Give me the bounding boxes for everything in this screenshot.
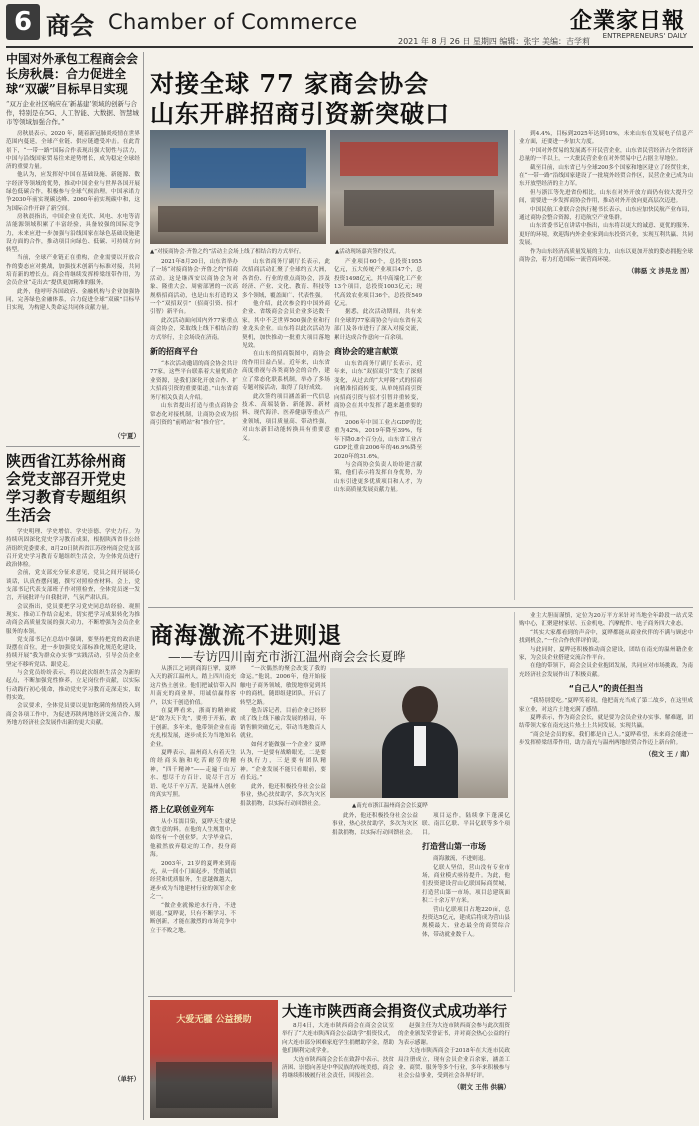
paragraph: 大连市陕西商会会长在致辞中表示，扶贫济困、崇德向善是中华民族的传统美德，商会将继续积极履行社会责任，回报社会。 [282, 1056, 394, 1080]
paragraph: “商会是会员的家，我们都是自己人。”夏晔希望，未来商会能进一步发挥桥梁纽带作用，助力南充与温州两地经贸合作迈上新台阶。 [519, 731, 693, 747]
main-col-1 [150, 258, 238, 600]
paragraph: 中国民航工业联合会执行秘书长表示，山东应加快民航产业布局，通过商协会整合资源，打造航空产业集群。 [519, 206, 693, 222]
story-fang-qiuchen [6, 52, 140, 440]
issue-line: 2021 年 8 月 26 日 星期四 编辑：张宇 美编：吉学莉 [398, 37, 590, 46]
subheading: 新的招商平台 [150, 347, 198, 357]
masthead [0, 0, 699, 50]
paragraph: 截至目前，山东省已与全球200多个国家和地区建立了经贸往来，在“一带一路”沿线国家建设了一批境外经贸合作区，民营企业已成为山东开放型经济的主力军。 [519, 164, 693, 188]
paragraph: 与会党员纷纷表示，将以此次组织生活会为新的起点，不断加强党性修养，立足岗位作贡献，以实际行动践行初心使命，推动党史学习教育走深走实，取得实效。 [6, 670, 140, 701]
paragraph: 山东省商务厅副厅长表示，此次招商活动汇聚了全球约五大洲，各省份、行业的重点商协会，涉及经济、产业、文化、教育、科技等多个领域，覆盖面广、代表性强。 [242, 259, 330, 299]
photo-signing [330, 130, 508, 244]
paragraph: 据悉，此次活动期间，共有来自全球的77家商协会与山东省有关部门及各市进行了深入对接交流，累计达成合作意向一百余项。 [334, 309, 422, 341]
subheading: 打造营山第一市场 [422, 842, 486, 852]
paragraph: 2006年中国工业占GDP的比重为42%，2019年降至39%，每年下降0.8个百分点，山东省工业占GDP比重由2006年的46.9%降至2020年的31.6%。 [334, 419, 422, 460]
paragraph: 8月4日，大连市陕西商会在商会会议室举行了“大连市陕西商会公益助学”捐资仪式，向大连市部分困难家庭学生捐赠助学金，帮助他们顺利完成学业。 [282, 1023, 394, 1055]
story-xuzhou-chamber [6, 452, 140, 1083]
paragraph: 在山东的招商版图中，商协会的作用日益凸显。近年来，山东省高度重视与各类商协会的合作，建立了常态化联系机制，举办了多场专题对接活动，取得了良好成效。 [242, 351, 330, 392]
paragraph: 夏晔表示，温州商人有着天生的经商头脑和吃苦耐劳的精神，“四千精神”——走遍千山万水、想尽千方百计、说尽千言万语、吃尽千辛万苦，是温州人创业的真实写照。 [150, 750, 236, 799]
paragraph: 会议指出，党员要把学习党史同总结经验、观照现实、推动工作结合起来，切实把学习成果转化为推动商会高质量发展的强大动力，不断增强为会员企业服务的本领。 [6, 603, 140, 635]
paragraph: 大连市陕西商会于2018年在大连市民政局注册成立，现有会员企业百余家，涵盖工业、商贸、服务等多个行业，多年来积极参与社会公益事业，受到社会各界好评。 [398, 1048, 510, 1080]
photo-caption: ▲南充市浙江温州商会会长夏晔 [352, 803, 428, 809]
section-title-cn: 商会 [46, 12, 94, 40]
paragraph: 此外，他还积极投身社会公益事业，热心扶贫助学，多次为灾区捐款捐物，以实际行动回馈社会。 [332, 813, 418, 836]
paragraph: 作为山东经济高质量发展的主力，山东以更加开放的姿态拥抱全球商协会，着力打造国际一流营商环境。 [519, 248, 693, 264]
paragraph: “做企业就像逆水行舟，不进则退。”夏晔说，只有不断学习、不断创新，才能在激烈的市场竞争中立于不败之地。 [150, 902, 236, 934]
story-body [6, 130, 140, 430]
byline: （单轩） [114, 1075, 140, 1083]
paragraph: 夏晔表示，作为商会会长，就是要为会员企业办实事、解难题，团结带领大家在南充这片热土上共同发展，实现共赢。 [519, 715, 693, 730]
byline: （宁夏） [114, 432, 140, 440]
paragraph: 山东省提出打造与重点商协会常态化对接机制，让商协会成为招商引资的“前哨站”和“推介官”。 [150, 403, 238, 426]
paragraph: 到4.4%，目标到2025年达到10%，未来山东在发展电子信息产业方面，还要进一步加大力度。 [519, 131, 693, 146]
subheading: “自己人”的责任担当 [568, 684, 644, 694]
story4-headline: 大连市陕西商会捐资仪式成功举行 [282, 1002, 508, 1020]
main-headline-line1: 对接全球 77 家商会协会 [150, 69, 430, 98]
paragraph: 党支部书记在总结中强调，要坚持把党的政治建设摆在首位，进一步加强党支部标准化规范化建设，持续开展“我为群众办实事”实践活动，引导会员企业坚定不移听党话、跟党走。 [6, 636, 140, 668]
section-rule [148, 996, 512, 997]
section-title-en: Chamber of Commerce [108, 10, 358, 34]
newspaper-logo-en: ENTREPRENEURS' DAILY [602, 32, 687, 40]
paragraph: 此外，他呼吁各国政府、金融机构与企业加强协同，完善绿色金融体系，合力促进全球“双碳”目标早日实现，为构建人类命运共同体贡献力量。 [6, 288, 140, 312]
paragraph: “一次偶然的聚会改变了我的命运。”他说，2006年，他开始接触电子商务领域，敏锐地察觉到其中的商机，随即组建团队，开启了转型之路。 [240, 666, 326, 706]
main-col-2 [242, 258, 330, 600]
story3-col-4 [519, 612, 693, 994]
photo-donation-ceremony [150, 1000, 278, 1118]
paragraph: 赵强主任为大连市陕西商会参与此次捐资的企业颁发荣誉证书，并对商会热心公益的行为表示感谢。 [398, 1023, 510, 1046]
left-column [6, 52, 140, 1120]
paragraph: 与会商协会负责人纷纷建言献策，他们表示将发挥自身优势，为山东引进更多优质项目和人才，为山东高质量发展贡献力量。 [334, 461, 422, 494]
paragraph: 他认为，应发挥好中国在基础设施、新能源、数字经济等领域的优势，推动中国企业与世界各国开展绿色低碳合作，积极参与全球气候治理。中国承诺力争2030年前实现碳达峰、2060年前实现碳中和，这为国际合作开辟了新空间。 [6, 172, 140, 212]
subheading: 搭上亿联创业列车 [150, 804, 214, 814]
paragraph: 山东省委书记在讲话中指出，山东将以更大的诚意、更优的服务、更好的环境，欢迎海内外企业家到山东投资兴业，实现互利共赢、共同发展。 [519, 223, 693, 247]
paragraph: 当前，全球产业链正在重构，企业需要以开放合作的姿态应对挑战，加强技术创新与标准对接，共同培育新的增长点。商会将继续发挥桥梁纽带作用，为会员企业“走出去”提供更加精准的服务。 [6, 255, 140, 287]
paragraph: 学史明理、学史增信、学史崇德、学史力行。为持续巩固深化党史学习教育成果，根据陕西省非公经济组织党委要求，8月20日陕西省江苏徐州商会党支部召开党史学习教育专题组织生活会，为全体党员进行政治体检。 [6, 529, 140, 569]
paragraph: 房秋晨表示，2020 年，随着新冠肺炎疫情在世界范围内蔓延，全球产业链、供应链遭受冲击。在此背景下，“一带一路”国际合作表现出强大韧性与活力，中国与沿线国家贸易往来逆势增长，成为稳定全球经济的重要力量。 [6, 131, 140, 171]
paragraph: 在他的带领下，商会会员企业抱团发展，共同应对市场挑战，为南充经济社会发展作出了积极贡献。 [519, 663, 693, 678]
photo-main-venue [150, 130, 326, 244]
photo-banner-text: 大爱无疆 公益援助 [176, 1015, 252, 1025]
paragraph: 2021年8月20日，山东省举办了一场“对接商协会·齐鲁之约”招商活动。这是继西安以商协会为对象、隆重大会、周密部署的一次高规格招商活动，也是山东打造的又一个“双招双引”（招商引资、招才引智）新平台。 [150, 259, 238, 316]
paragraph: 2003年，21岁的夏晔来到南充，从一间小门面起步，凭借诚信经营和优质服务，生意越做越大，逐步成为当地建材行业的领军企业之一。 [150, 860, 236, 901]
paragraph: “其实大家都看到的声音中，夏晔都能从商业伙伴的不满与顾虑中找到机会，”一位合作伙伴评价说。 [519, 629, 693, 645]
paragraph: 亿联人坚信，营山没有专业市场，商业模式亟待提升。为此，他们投资建设营山亿联国际商贸城，打造营山第一市场，项目总建筑面积二十余万平方米。 [422, 864, 510, 905]
paragraph: 房秋晨指出，中国企业在光伏、风电、水电等清洁能源领域积累了丰富经验，具备较强的国际竞争力，未来应进一步加强与沿线国家在绿色基础设施建设方面的合作，推动项目向绿色、低碳、可持续方向转型。 [6, 213, 140, 254]
story-headline: 中国对外承包工程商会会长房秋晨：合力促进全球“双碳”目标早日实现 [6, 52, 139, 96]
paragraph: 产业项目60个，总投资1955亿元，五大传统产业项目47个，总投资1498亿元，其中高端化工产业13个项目，总投资1003亿元；现代高效农业项目36个，总投资549亿元。 [334, 259, 422, 308]
story3-col-1 [150, 665, 236, 993]
paragraph: 会前，党支部充分征求意见，党员之间开展谈心谈话，认真查摆问题，撰写对照检查材料。会上，党支部书记代表支部班子作对照检查，全体党员逐一发言，开展批评与自我批评，气氛严肃认真。 [6, 570, 140, 602]
story-body [6, 528, 140, 1073]
page-number: 6 [6, 4, 40, 40]
paragraph: 中国对外贸易的发展离不开民营企业，山东省民营经济占全省经济总量的一半以上，一大批民营企业在对外贸易中已占据主导地位。 [519, 147, 693, 163]
paragraph: 此次签约项目涵盖新一代信息技术、高端装备、新能源、新材料、现代海洋、医养健康等重点产业领域，项目质量高、带动性强，对山东新旧动能转换具有重要意义。 [242, 393, 330, 442]
divider [6, 446, 140, 447]
main-col-3 [334, 258, 422, 600]
section-rule [148, 607, 693, 608]
paragraph: 此次活动面向国内外77家重点商会协会，采取线上线下相结合的方式举行，主会场设在济南。 [150, 317, 238, 341]
subheading: 商协会的建言献策 [334, 347, 398, 357]
paragraph: 在夏晔看来，浙商的精神就是“敢为天下先”，要勇于开拓，敢于创新。多年来，他带领企业在南充扎根发展，逐步成长为当地知名企业。 [150, 708, 236, 748]
photo-caption: ▲“对接商协会·齐鲁之约”活动主会场上线了相结合的方式举行。 [150, 249, 305, 255]
column-rule [143, 52, 144, 1120]
paragraph: 他介绍，此次参会的中国外商企业、省级商会会员企业多达数千家，其中不乏世界500强企业和行业龙头企业。山东将以此次活动为契机，加快推动一批重大项目落地见效。 [242, 301, 330, 350]
story3-col-2 [240, 665, 326, 993]
masthead-rule [6, 46, 693, 48]
paragraph: 商海激流，不进则退。 [433, 856, 489, 863]
byline: （韩磊 文 涉晃龙 图） [627, 266, 693, 275]
story4-col-2 [398, 1022, 510, 1120]
main-col-4 [519, 130, 693, 592]
story-subhead: “双万企业社区响应在‘新基建’领域的创新与合作，特别是在5G、人工智能、大数据、智慧城市等领域加强合作。” [6, 100, 139, 126]
story-headline: 陕西省江苏徐州商会党支部召开党史学习教育专题组织生活会 [6, 452, 127, 524]
paragraph: 此外，他还积极投身社会公益事业，热心扶贫助学，多次为灾区捐款捐物，以实际行动回馈社会。 [240, 783, 326, 807]
photo-portrait-xia-ye [330, 668, 508, 798]
story3-headline: 商海激流不进则退 [150, 622, 342, 649]
paragraph: 会议要求，全体党员要以更加饱满的热情投入到商会各项工作中，为促进苏陕两地经济交流合作、服务地方经济社会发展作出新的更大贡献。 [6, 703, 140, 726]
paragraph: 营山亿联项目占地220亩，总投资达5亿元，建成后将成为营山县规模最大、业态最全的商贸综合体，带动就业数千人。 [422, 906, 510, 938]
paragraph: 与此同时，夏晔还积极推动商会建设，团结在南充的温州籍企业家，为会员企业搭建交流合作平台。 [519, 646, 693, 662]
story4-col-1 [282, 1022, 394, 1120]
paragraph: 从小耳濡目染，夏晔天生就是做生意的料。在他的人生规划中，始终有一个创业梦。大学毕业后，他毅然放弃稳定的工作，投身商海。 [150, 818, 236, 859]
paragraph: 业主大胆而谨慎，定位为20万平方米针对当地全年龄段一站式采购中心，汇聚建材家居、五金机电、汽摩配件、电子商务四大业态。 [519, 613, 693, 628]
story3-deck: ——专访四川南充市浙江温州商会会长夏晔 [168, 649, 406, 664]
column-rule [514, 612, 515, 992]
paragraph: 从浙江之词到商海巨擘，夏晔入天的新江温州人，踏上四川南充这片热土创业。他们把诚信带入四川南充的商业界，用诚信赢得客户，以实干创造价值。 [150, 666, 236, 706]
story3-col-3 [422, 812, 510, 992]
column-rule [514, 130, 515, 600]
main-headline-line2: 山东开辟招商引资新突破口 [150, 99, 450, 128]
paragraph: 如何才能做强一个企业？夏晔认为，一是要有战略眼光，二是要有执行力，三是要有团队精神。“企业发展不能只看眼前，要看长远。” [240, 741, 326, 782]
newspaper-logo: 企業家日報 [569, 8, 685, 34]
paragraph: 但与浙江等先进省份相比，山东在对外开放方面仍有较大提升空间，需要进一步发挥商协会作用，推动对外开放向更高层次迈进。 [519, 189, 693, 205]
paragraph: “本次活动邀请的商会协会共计77家，这些平台联系着大量优质企业资源，是我们深化开放合作、扩大招商引资的重要渠道。”山东省商务厅相关负责人介绍。 [150, 361, 238, 401]
photo-caption: ▲活动现场嘉宾签约仪式。 [335, 249, 400, 255]
paragraph: 山东省商务厅副厅长表示，近年来，山东“双招双引”发生了深刻变化，从过去的“大呼隆”式的招商向精准招商转变，从单纯招商引资向招商引资与招才引智并重转变，商协会在其中发挥了越来越重要的作用。 [334, 361, 422, 418]
paragraph: 他告诉记者，目前企业已经形成了线上线下融合发展的格局，年销售额突破亿元，带动当地数百人就业。 [240, 708, 326, 740]
paragraph: “我特别爱吃。”夏晔笑着说，他把南充当成了第二故乡，在这里成家立业，对这片土地充满了感情。 [519, 698, 693, 713]
story3-col-2b [332, 812, 418, 992]
paragraph: 项目运作，陆续拿下蓬溪亿联、南江亿联、平昌亿联等多个项目。 [422, 813, 510, 836]
byline: （倪文 王 / 南） [644, 749, 693, 758]
byline: （朝文 王伟 供稿） [453, 1082, 510, 1091]
